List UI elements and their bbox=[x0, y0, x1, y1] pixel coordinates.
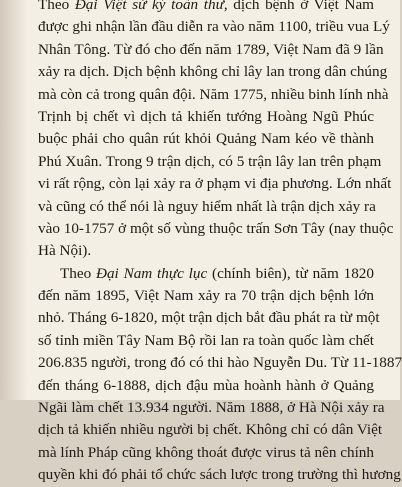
book-title-dai-viet: Đại Việt sử ký toàn thư bbox=[74, 0, 224, 13]
text-line: đến năm 1895, Việt Nam xảy ra 70 trận dịch bệnh lớn bbox=[38, 287, 374, 305]
text-line: mà còn cả trong quân đội. Năm 1775, nhiều binh lính nhà bbox=[38, 85, 389, 103]
paragraph-1 bbox=[38, 0, 394, 263]
text-line: số tỉnh miền Tây Nam Bộ rồi lan ra toàn quốc làm chết bbox=[38, 331, 374, 349]
text-line: buộc phải cho quân rút khỏi Quảng Nam kéo về thành bbox=[38, 130, 374, 148]
text-line: dịch tả khiến nhiều người bị chết. Không chỉ có dân Việt bbox=[38, 421, 383, 439]
text-line: được ghi nhận lần đầu diễn ra vào năm 1100, triều vua Lý bbox=[38, 18, 390, 36]
text-line: quyền khi đó phải tổ chức sách lược trong trường thì hương bbox=[38, 466, 401, 484]
body-text bbox=[38, 0, 402, 487]
text-line: xảy ra dịch. Dịch bệnh không chỉ lây lan trong dân chúng bbox=[38, 63, 388, 81]
text-line: Phú Xuân. Trong 9 trận dịch, có 5 trận lây lan trên phạm bbox=[38, 152, 382, 170]
text-line: mà lính Pháp cũng không thoát được virus tả nên chính bbox=[38, 443, 374, 461]
book-title-dai-nam: Đại Nam thực lục bbox=[96, 264, 208, 282]
gutter-shadow bbox=[0, 0, 28, 400]
text-line: Nhân Tông. Từ đó cho đến năm 1789, Việt Nam đã 9 lần bbox=[38, 40, 384, 58]
text-line: nhỏ. Tháng 6-1820, một trận dịch bắt đầu phát ra từ một bbox=[38, 309, 380, 327]
text-line: đến tháng 6-1888, dịch đậu mùa hoành hành ở Quảng bbox=[38, 376, 374, 394]
text-line: Hà Nội). bbox=[38, 242, 92, 260]
text-line: Ngãi làm chết 13.934 người. Năm 1888, ở Hà Nội xảy ra bbox=[38, 399, 385, 417]
text-line: Trịnh bị chết vì dịch tả khiến tướng Hoàng Ngũ Phúc bbox=[38, 107, 374, 125]
text-line: vào 10-1757 ở một số vùng thuộc trấn Sơn Tây (nay thuộc bbox=[38, 219, 394, 237]
text-line: Theo Đại Nam thực lục (chính biên), từ năm 1820 bbox=[60, 264, 374, 282]
text-line: Theo Đại Việt sử ký toàn thư, dịch bệnh ở Việt Nam bbox=[38, 0, 374, 16]
text-line: và cũng có thể nói là nguy hiểm nhất là trận dịch xảy ra bbox=[38, 197, 376, 215]
text-line: vi rất rộng, còn lại xảy ra ở phạm vi địa phương. Lớn nhất bbox=[38, 175, 392, 193]
text-line: 206.835 người, trong đó có thi hào Nguyễn Du. Từ 11-1887 bbox=[38, 354, 402, 372]
paragraph-2 bbox=[38, 263, 402, 487]
